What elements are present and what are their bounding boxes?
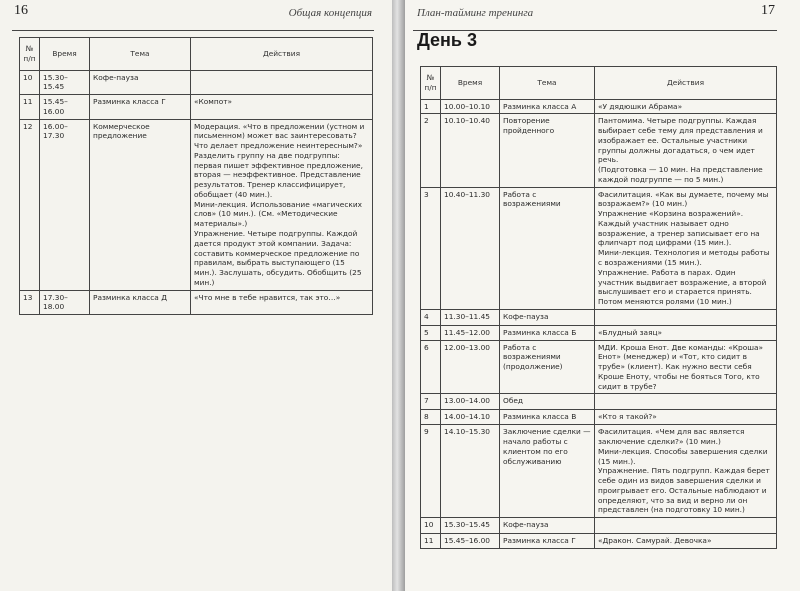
row-actions: Фасилитация. «Как вы думаете, почему мы возражаем?» (10 мин.) Упражнение «Корзина возражений». Каждый участник называет одно возражение, а тренер записывает его на флипчарт под цифрами (15 мин.). Мини-лекция. Технология и методы работы с возражениями (15 мин.). Упражнение. Работа в парах. Один участник выдвигает возражение, а второй выслушивает его и старается принять. Потом меняются ролями (10 мин.) [595,187,777,309]
row-actions: Модерация. «Что в предложении (устном и письменном) может вас заинтересовать? Что делает предложение неинтересным?» Разделить группу на две подгруппы: первая пишет эффективное предложение, вторая — неэффективное. Представление результатов. Тренер классифицирует, обобщает (40 мин.). Мини-лекция. Использование «магических слов» (10 мин.). (См. «Методические материалы».) Упражнение. Четыре подгруппы. Каждой дается продукт этой компании. Задача: составить коммерческое предложение по правилам, выбрать выступающего (15 мин.). Заслушать, обсудить. Обобщить (25 мин.) [191,119,373,290]
row-time: 10.00–10.10 [441,99,500,114]
table-row [421,425,777,518]
row-time: 14.10–15.30 [441,425,500,518]
row-time: 16.00–17.30 [40,119,90,290]
row-actions [595,394,777,410]
table-row [421,187,777,309]
row-actions: «Блудный заяц» [595,325,777,340]
table-row [421,114,777,187]
row-number: 5 [421,325,441,340]
row-topic: Разминка класса Г [500,534,595,549]
row-number: 12 [20,119,40,290]
book-gutter [392,0,405,591]
row-actions: Пантомима. Четыре подгруппы. Каждая выбирает себе тему для представления и изображает ее. Остальные участники группы должны догадаться, о чем идет речь. (Подготовка — 10 мин. На представление каждой подгруппе — по 5 мин.) [595,114,777,187]
row-actions [595,309,777,325]
row-number: 9 [421,425,441,518]
row-number: 4 [421,309,441,325]
right-page [405,0,800,591]
row-number: 10 [421,518,441,534]
row-topic: Разминка класса А [500,99,595,114]
row-time: 10.40–11.30 [441,187,500,309]
row-topic: Кофе-пауза [90,70,191,95]
row-number: 13 [20,290,40,315]
row-number: 11 [421,534,441,549]
col-topic-header: Тема [90,38,191,71]
left-page-number: 16 [14,3,28,18]
table-row [20,290,373,315]
row-topic: Разминка класса Д [90,290,191,315]
left-running-header: Общая концепция [288,7,372,19]
row-actions: «Что мне в тебе нравится, так это…» [191,290,373,315]
row-topic: Разминка класса Г [90,95,191,120]
table-row [421,99,777,114]
row-topic: Кофе-пауза [500,518,595,534]
row-time: 12.00–13.00 [441,340,500,394]
row-actions: «Компот» [191,95,373,120]
row-topic: Разминка класса В [500,410,595,425]
row-actions: «Кто я такой?» [595,410,777,425]
row-actions [191,70,373,95]
right-page-header [413,0,777,31]
row-topic: Работа с возражениями (продолжение) [500,340,595,394]
row-time: 11.30–11.45 [441,309,500,325]
row-actions: Фасилитация. «Чем для вас является заключение сделки?» (10 мин.) Мини-лекция. Способы завершения сделки (15 мин.). Упражнение. Пять подгрупп. Каждая берет себе один из видов завершения сделки и проигрывает его. Остальные наблюдают и определяют, что за вид и верно ли он представлен (на подготовку 10 мин.) [595,425,777,518]
table-row [421,325,777,340]
table-row [421,309,777,325]
right-page-number: 17 [761,3,775,18]
table-row [20,95,373,120]
right-schedule-table [420,66,777,549]
row-topic: Кофе-пауза [500,309,595,325]
table-row [421,534,777,549]
row-time: 14.00–14.10 [441,410,500,425]
row-topic: Повторение пройденного [500,114,595,187]
row-time: 15.45–16.00 [40,95,90,120]
col-time-header: Время [441,67,500,100]
table-row [421,340,777,394]
row-topic: Работа с возражениями [500,187,595,309]
row-time: 15.30–15.45 [441,518,500,534]
table-row [421,394,777,410]
row-topic: Заключение сделки — начало работы с клиентом по его обслуживанию [500,425,595,518]
row-time: 10.10–10.40 [441,114,500,187]
row-number: 2 [421,114,441,187]
row-actions: МДИ. Кроша Енот. Две команды: «Кроша» Енот» (менеджер) и «Тот, кто сидит в трубе» (клиент). Как нужно вести себя Кроше Еноту, чтобы не бояться Того, кто сидит в трубе? [595,340,777,394]
left-page-header [12,0,374,31]
row-time: 11.45–12.00 [441,325,500,340]
table-row [20,70,373,95]
left-page [0,0,392,591]
col-topic-header: Тема [500,67,595,100]
row-number: 11 [20,95,40,120]
table-header-row [20,38,373,71]
row-actions [595,518,777,534]
row-number: 6 [421,340,441,394]
row-number: 10 [20,70,40,95]
table-row [20,119,373,290]
row-topic: Разминка класса Б [500,325,595,340]
row-number: 1 [421,99,441,114]
table-header-row [421,67,777,100]
row-number: 8 [421,410,441,425]
col-actions-header: Действия [595,67,777,100]
row-time: 15.45–16.00 [441,534,500,549]
row-time: 13.00–14.00 [441,394,500,410]
day-title: День 3 [417,30,478,50]
row-time: 17.30–18.00 [40,290,90,315]
col-actions-header: Действия [191,38,373,71]
right-running-header: План-тайминг тренинга [417,7,534,19]
col-num-header: № п/п [421,67,441,100]
col-num-header: № п/п [20,38,40,71]
row-time: 15.30–15.45 [40,70,90,95]
col-time-header: Время [40,38,90,71]
row-topic: Коммерческое предложение [90,119,191,290]
table-row [421,518,777,534]
row-actions: «Дракон. Самурай. Девочка» [595,534,777,549]
row-number: 7 [421,394,441,410]
row-number: 3 [421,187,441,309]
table-row [421,410,777,425]
row-topic: Обед [500,394,595,410]
row-actions: «У дядюшки Абрама» [595,99,777,114]
left-schedule-table [19,37,373,315]
